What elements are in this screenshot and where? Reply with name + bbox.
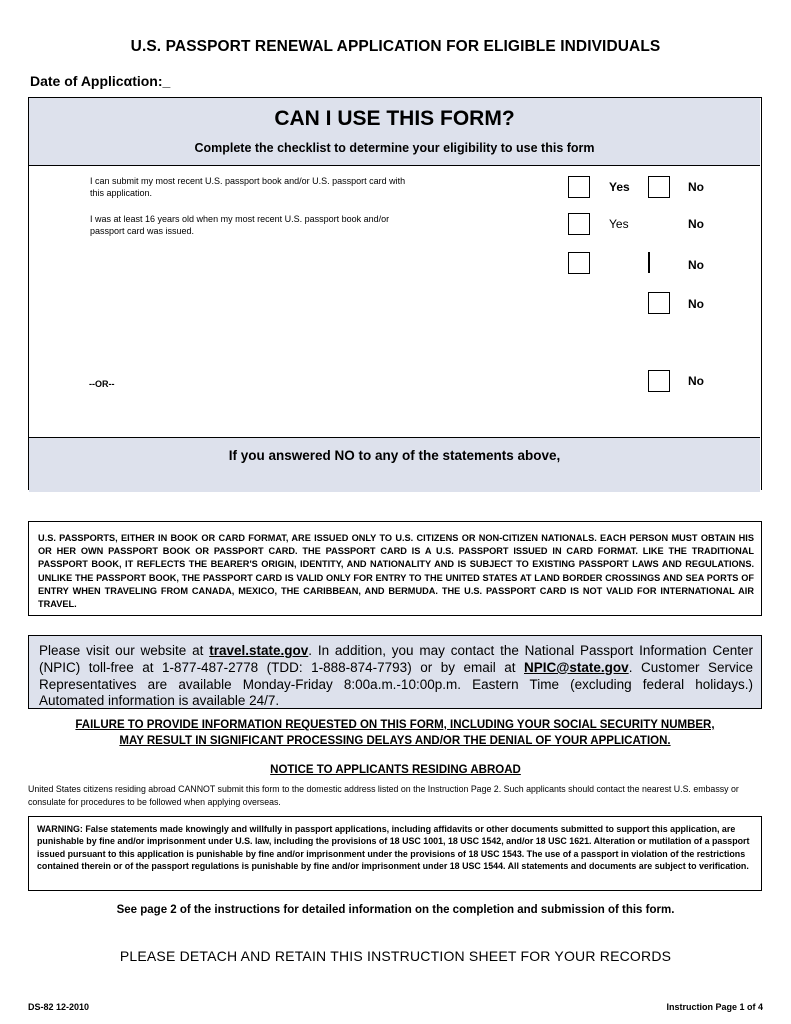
statement-5-no-checkbox[interactable] [648, 370, 670, 392]
date-of-application-label: Date of Applicαtion:_ [30, 73, 171, 89]
or-separator: --OR-- [89, 379, 115, 389]
failure-warning-line-1: FAILURE TO PROVIDE INFORMATION REQUESTED ON THIS FORM, INCLUDING YOUR SOCIAL SECURITY NUMBER, [75, 719, 715, 731]
statement-5-no-label: No [688, 374, 704, 388]
failure-warning-line-2: MAY RESULT IN SIGNIFICANT PROCESSING DELAYS AND/OR THE DENIAL OF YOUR APPLICATION. [119, 735, 671, 747]
statement-3-yes-checkbox[interactable] [568, 252, 590, 274]
checklist-heading: CAN I USE THIS FORM? [274, 107, 515, 130]
statement-2-no-label: No [688, 217, 704, 231]
statement-1: I can submit my most recent U.S. passport book and/or U.S. passport card with this application. [90, 176, 406, 198]
citizenship-notice-box: U.S. PASSPORTS, EITHER IN BOOK OR CARD FORMAT, ARE ISSUED ONLY TO U.S. CITIZENS OR NON-CITIZEN NATIONALS. EACH PERSON MUST OBTAIN HIS OR HER OWN PASSPORT BOOK OR PASSPORT CARD. THE PASSPORT CARD IS A U.S. PASSPORT ISSUED IN CARD FORMAT. LIKE THE TRADITIONAL PASSPORT BOOK, IT REFLECTS THE BEARER'S ORIGIN, IDENTITY, AND NATIONALITY AND IS SUBJECT TO EXISTING PASSPORT LAWS AND REGULATIONS. UNLIKE THE PASSPORT BOOK, THE PASSPORT CARD IS VALID ONLY FOR ENTRY TO THE UNITED STATES AT LAND BORDER CROSSINGS AND SEA PORTS OF ENTRY WHEN TRAVELING FROM CANADA, MEXICO, THE CARIBBEAN, AND BERMUDA. THE U.S. PASSPORT CARD IS NOT VALID FOR INTERNATIONAL AIR TRAVEL. [28, 521, 762, 616]
statement-1-yes-label: Yes [609, 180, 630, 194]
statement-1-no-label: No [688, 180, 704, 194]
statement-2-yes-label: Yes [609, 217, 629, 231]
email-link[interactable]: NPIC@state.gov [524, 659, 629, 675]
checklist-footer-text: If you answered NO to any of the statements above, [228, 448, 561, 463]
statement-3-no-label: No [688, 258, 704, 272]
eligibility-checklist-box [28, 97, 762, 490]
statement-2: I was at least 16 years old when my most recent U.S. passport book and/or passport card was issued. [90, 214, 390, 236]
statement-4-no-label: No [688, 297, 704, 311]
statement-3-no-checkbox-partial[interactable] [648, 252, 650, 273]
info-text-1: Please visit our website at [39, 643, 210, 658]
info-text-3: . Customer Service Representatives are available Monday-Friday 8:00a.m.-10:00p.m. Eastern Time (excluding federal holidays.) Automated information is available 24/7. [39, 659, 753, 709]
statement-2-yes-checkbox[interactable] [568, 213, 590, 235]
warning-box: WARNING: False statements made knowingly and willfully in passport applications, including affidavits or other documents submitted to support this application, are punishable by fine and/or imprisonment under U.S. law, including the provisions of 18 USC 1001, 18 USC 1542, and/or 18 USC 1621. Alteration or mutilation of a passport issued pursuant to this application is punishable by fine and/or imprisonment under the provisions of 18 USC 1543. The use of a passport in violation of the restrictions contained therein or of the passport regulations is punishable by fine and/or imprisonment under 18 USC 1544. All statements and documents are subject to verification. [28, 816, 762, 891]
checklist-footer [29, 437, 760, 492]
info-text-2: . In addition, you may contact the National Passport Information Center (NPIC) toll-free at 1-877-487-2778 (TDD: 1-888-874-7793) or by email at [39, 643, 754, 675]
checklist-header [29, 98, 760, 166]
statement-1-no-checkbox[interactable] [648, 176, 670, 198]
statement-1-yes-checkbox[interactable] [568, 176, 590, 198]
statement-4-no-checkbox[interactable] [648, 292, 670, 314]
document-title: U.S. PASSPORT RENEWAL APPLICATION FOR ELIGIBLE INDIVIDUALS [130, 38, 661, 55]
abroad-notice-heading: NOTICE TO APPLICANTS RESIDING ABROAD [270, 764, 521, 776]
detach-instruction: PLEASE DETACH AND RETAIN THIS INSTRUCTION SHEET FOR YOUR RECORDS [119, 948, 672, 964]
page-number: Instruction Page 1 of 4 [666, 1002, 763, 1012]
form-id: DS-82 12-2010 [28, 1002, 90, 1012]
contact-info-box [28, 635, 762, 709]
see-page-note: See page 2 of the instructions for detailed information on the completion and submission of this form. [116, 904, 675, 916]
website-link[interactable]: travel.state.gov [209, 643, 309, 658]
abroad-notice-text: United States citizens residing abroad CANNOT submit this form to the domestic address listed on the Instruction Page 2. Such applicants should contact the nearest U.S. embassy or consulate for procedures to be followed when applying overseas. [28, 784, 739, 807]
failure-warning [28, 717, 762, 749]
checklist-subheading: Complete the checklist to determine your eligibility to use this form [194, 141, 595, 155]
